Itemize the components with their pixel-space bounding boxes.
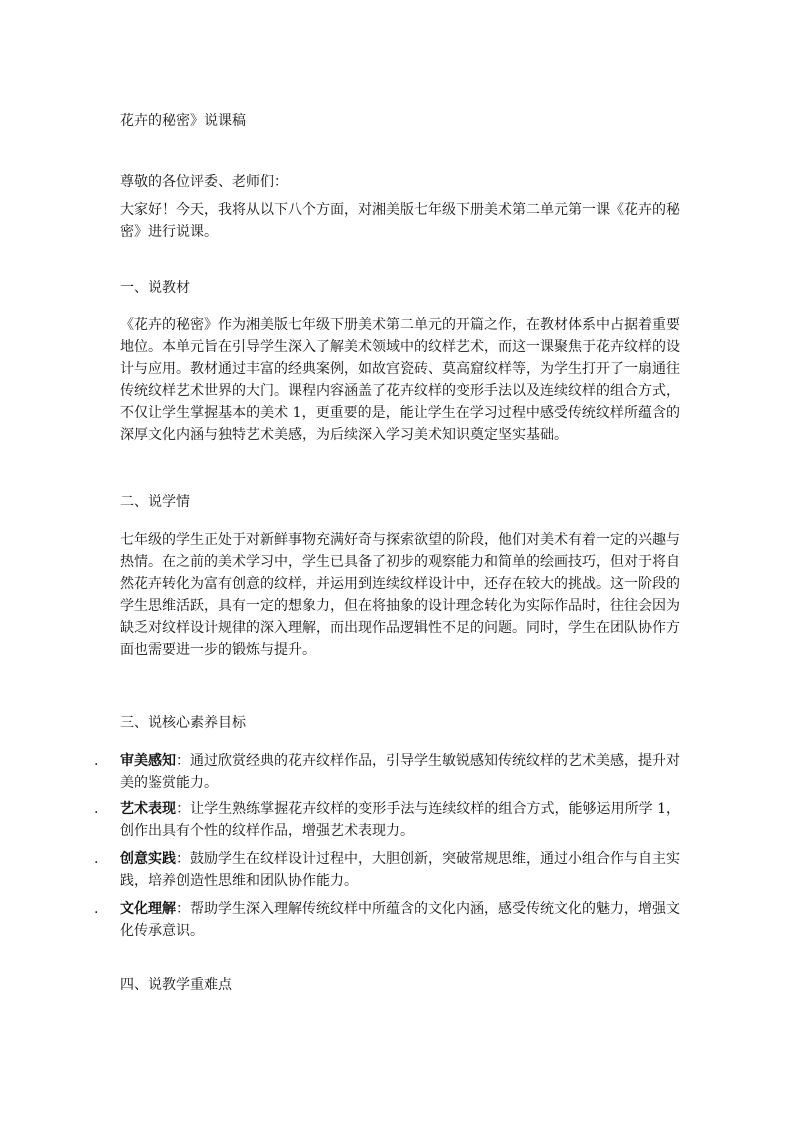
- goal-term: 文化理解: [120, 901, 176, 917]
- bullet-marker: .: [94, 753, 99, 769]
- goal-term: 创意实践: [120, 851, 176, 867]
- section-body-students: 七年级的学生正处于对新鲜事物充满好奇与探索欲望的阶段，他们对美术有着一定的兴趣与热情。在之前的美术学习中，学生已具备了初步的观察能力和简单的绘画技巧，但对于将自然花卉转化为富有创意的纹样，并运用到连续纹样设计中，还存在较大的挑战。这一阶段的学生思维活跃，具有一定的想象力，但在将抽象的设计理念转化为实际作品时，往往会因为缺乏对纹样设计规律的深入理解，而出现作品逻辑性不足的问题。同时，学生在团队协作方面也需要进一步的锻炼与提升。: [120, 532, 680, 658]
- goal-text: ：通过欣赏经典的花卉纹样作品，引导学生敏锐感知传统纹样的艺术美感，提升对美的鉴赏能力。: [120, 753, 680, 791]
- bullet-marker: .: [94, 901, 99, 917]
- goal-item-creativity: [94, 848, 680, 892]
- goal-text: ：鼓励学生在纹样设计过程中，大胆创新，突破常规思维，通过小组合作与自主实践，培养创造性思维和团队协作能力。: [120, 851, 680, 889]
- goal-item-culture: [94, 898, 680, 942]
- section-heading-key-points: 四、说教学重难点: [120, 977, 232, 993]
- greeting: 尊敬的各位评委、老师们：: [120, 174, 288, 190]
- section-body-textbook: 《花卉的秘密》作为湘美版七年级下册美术第二单元的开篇之作，在教材体系中占据着重要地位。本单元旨在引导学生深入了解美术领域中的纹样艺术，而这一课聚焦于花卉纹样的设计与应用。教材通过丰富的经典案例，如故宫瓷砖、莫高窟纹样等，为学生打开了一扇通往传统纹样艺术世界的大门。课程内容涵盖了花卉纹样的变形手法以及连续纹样的组合方式，不仅让学生掌握基本的美术 1，更重要的是，能让学生在学习过程中感受传统纹样所蕴含的深厚文化内涵与独特艺术美感，为后续深入学习美术知识奠定坚实基础。: [120, 317, 680, 443]
- section-heading-students: 二、说学情: [120, 494, 190, 510]
- bullet-marker: .: [94, 851, 99, 867]
- section-heading-core-goals: 三、说核心素养目标: [120, 715, 246, 731]
- goal-item-aesthetic: [94, 750, 680, 794]
- bullet-marker: .: [94, 801, 99, 817]
- section-heading-textbook: 一、说教材: [120, 280, 190, 296]
- goal-item-expression: [94, 798, 681, 842]
- document-title: 花卉的秘密》说课稿: [120, 113, 246, 129]
- goal-term: 审美感知: [120, 753, 176, 769]
- goal-text: ：帮助学生深入理解传统纹样中所蕴含的文化内涵，感受传统文化的魅力，增强文化传承意识。: [120, 901, 680, 939]
- intro-paragraph: 大家好！今天，我将从以下八个方面，对湘美版七年级下册美术第二单元第一课《花卉的秘密》进行说课。: [120, 202, 680, 240]
- goal-term: 艺术表现: [120, 801, 177, 817]
- goal-text: ：让学生熟练掌握花卉纹样的变形手法与连续纹样的组合方式，能够运用所学 1，创作出具有个性的纹样作品，增强艺术表现力。: [120, 801, 681, 839]
